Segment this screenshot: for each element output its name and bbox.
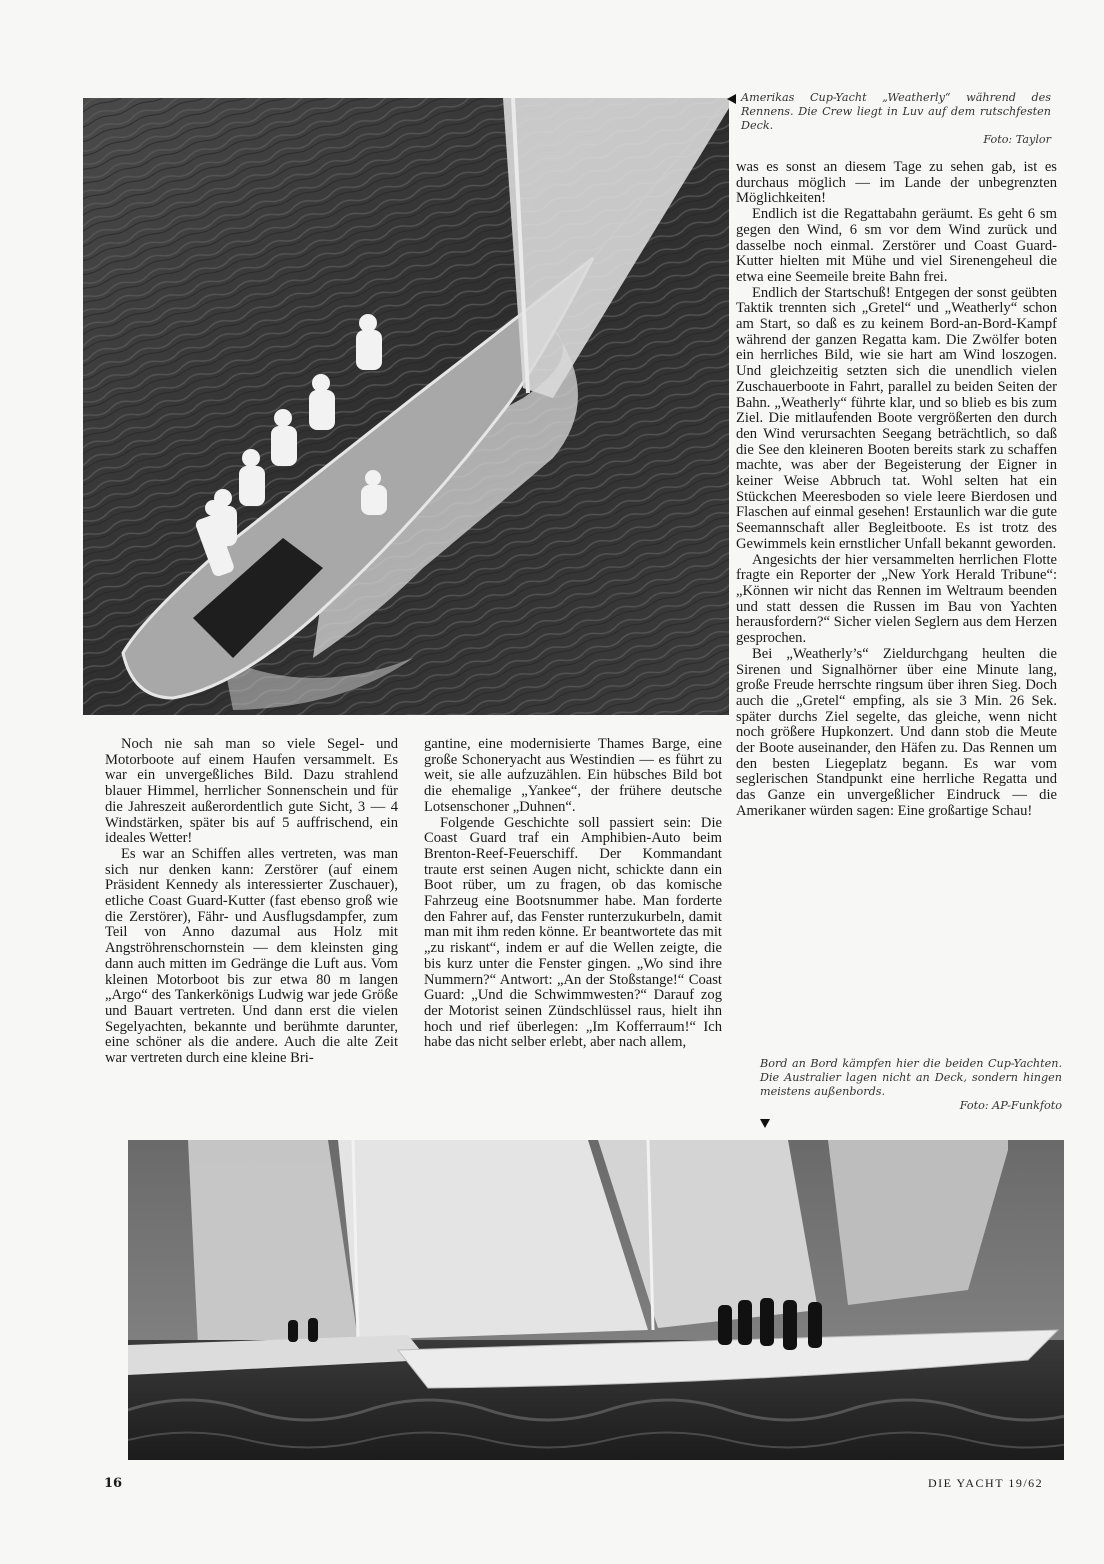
paragraph: Bei „Weatherly’s“ Zieldurchgang heulten die Sirenen und Signalhörner über eine Minute lang, große Freude herrschte ringsum über ihren Sieg. Doch auch die „Gretel“ empfing, als sie 3 Min. 26 Sek. später durchs Ziel segelte, das gleiche, wenn nicht noch größere Hupkonzert. Und dann stob die Meute der Boote auseinander, den Häfen zu. Das Rennen um den besten Liegeplatz begann. Es war vom seglerischen Standpunkt eine herrliche Regatta und das Ganze ein unvergeßlicher Eindruck — die Amerikaner würden sagen: Eine großartige Schau!	[736, 645, 1057, 819]
paragraph: Folgende Geschichte soll passiert sein: Die Coast Guard traf ein Amphibien-Auto beim Brenton-Reef-Feuerschiff. Der Kommandant traute erst seinen Augen nicht, schickte dann ein Boot rüber, um zu fragen, ob das komische Fahrzeug eine Bootsnummer habe. Man forderte den Fahrer auf, das Fenster runterzukurbeln, damit man mit ihm reden könne. Er beantwortete das mit „zu riskant“, indem er auf die Wellen zeigte, die bis kurz unter die Fenster gingen. „Wo sind ihre Nummern?“ Antwort: „An der Stoßstange!“ Coast Guard: „Und die Schwimmwesten?“ Darauf zog der Motorist seinen Zündschlüssel raus, hielt ihn hoch und rief überlegen: „Im Kofferraum!“ Ich habe das nicht selber erlebt, aber nach allem,	[424, 814, 722, 1051]
paragraph: Noch nie sah man so viele Segel- und Motorboote auf einem Haufen versammelt. Es war ein unvergeßliches Bild. Dazu strahlend blauer Himmel, herrlicher Sonnenschein und für die Jahreszeit außerordentlich gute Sicht, 3 — 4 Windstärken, später bis auf 5 auffrischend, ein ideales Wetter!	[105, 736, 398, 847]
paragraph: Es war an Schiffen alles vertreten, was man sich nur denken kann: Zerstörer (auf einem Präsident Kennedy als interessierter Zuschauer), etliche Coast Guard-Kutter (fast ebenso groß wie die Zerstörer), Fähr- und Ausflugsdampfer, zum Teil von Anno dazumal aus Holz mit Angströhrenschornstein — dem kleinsten ging dann auch mitten im Gedränge die Luft aus. Vom kleinen Motorboot bis zur etwa 80 m langen „Argo“ des Tankerkönigs Ludwig war jede Größe und Bauart vertreten. Und dann erst die vielen Segelyachten, bekannte und berühmte darunter, eine schöner als die andere. Auch die alte Zeit war vertreten durch eine kleine Bri-	[105, 845, 398, 1067]
paragraph: was es sonst an diesem Tage zu sehen gab, ist es durchaus möglich — im Lande der unbegrenzten Möglichkeiten!	[736, 159, 1057, 207]
caption-top-text: Amerikas Cup-Yacht „Weatherly“ während des Rennens. Die Crew liegt in Luv auf dem rutschfesten Deck.	[741, 91, 1051, 132]
yachts-side-illustration	[128, 1140, 1064, 1460]
magazine-issue: DIE YACHT 19/62	[928, 1476, 1044, 1490]
article-column-3	[736, 160, 1057, 820]
pointer-left-icon	[727, 94, 736, 104]
paragraph: gantine, eine modernisierte Thames Barge, eine große Schoneryacht aus Westindien — es führt zu weit, sie alle aufzuzählen. Ein hübsches Bild bot die ehemalige „Yankee“, der frühere deutsche Lotsenschoner „Duhnen“.	[424, 736, 722, 815]
caption-top-credit: Foto: Taylor	[983, 133, 1051, 146]
paragraph: Endlich der Startschuß! Entgegen der sonst geübten Taktik trennten sich „Gretel“ und „Weatherly“ schon am Start, so daß es zu keinem Bord-an-Bord-Kampf während der ganzen Regatta kam. Die Zwölfer boten ein herrliches Bild, wie sie hart am Wind loszogen. Und gleichzeitig setzten sich die unendlich vielen Zuschauerboote in Fahrt, parallel zu beiden Seiten der Bahn. „Weatherly“ führte klar, und so blieb es bis zum Ziel. Die mitlaufenden Boote vergrößerten den durch den Wind verursachten Seegang beträchtlich, so daß die See den kleineren Booten bereits stark zu schaffen machte, was aber der Begeisterung der Eigner in keiner Weise Abbruch tat. Wohl selten hat ein Stückchen Meeresboden so viele leere Bierdosen und Flaschen auf einmal gesehen! Erstaunlich war die gute Seemannschaft aller Begleitboote. Es ist trotz des Gewimmels kein ernstlicher Unfall bekannt geworden.	[736, 284, 1057, 552]
photo-yachts-side-by-side	[128, 1140, 1064, 1460]
caption-bottom-credit: Foto: AP-Funkfoto	[959, 1099, 1062, 1112]
article-column-1	[105, 737, 398, 1067]
paragraph: Angesichts der hier versammelten herrlichen Flotte fragte ein Reporter der „New York Herald Tribune“: „Können wir nicht das Rennen im Weltraum beenden und statt dessen die Russen im Bau von Yachten herausfordern?“ Sicher vielen Seglern aus dem Herzen gesprochen.	[736, 551, 1057, 647]
article-column-2	[424, 737, 722, 1051]
paragraph: Endlich ist die Regattabahn geräumt. Es geht 6 sm gegen den Wind, 6 sm vor dem Wind zurück und dasselbe noch einmal. Zerstörer und Coast Guard-Kutter hielten mit Mühe und viel Sirenengeheul die etwa eine Seemeile breite Bahn frei.	[736, 206, 1057, 285]
pointer-down-icon	[760, 1119, 770, 1128]
page-number: 16	[104, 1476, 123, 1491]
photo-weatherly-aerial	[83, 98, 729, 715]
yacht-aerial-illustration	[83, 98, 729, 715]
caption-bottom	[760, 1057, 1062, 1113]
caption-top	[741, 91, 1051, 147]
caption-bottom-text: Bord an Bord kämpfen hier die beiden Cup-Yachten. Die Australier lagen nicht an Deck, sondern hingen meistens außenbords.	[760, 1057, 1062, 1098]
